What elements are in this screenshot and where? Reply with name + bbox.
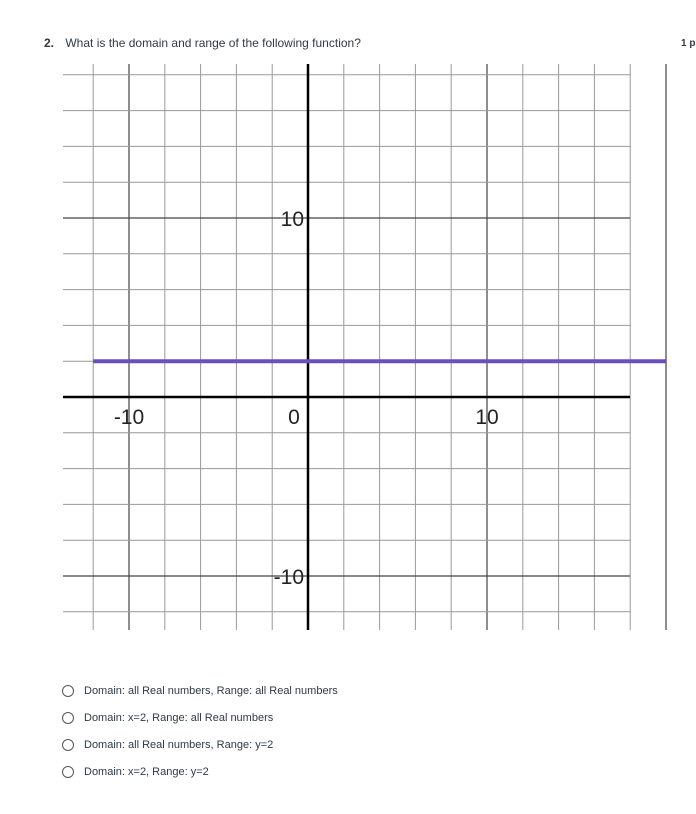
x-tick-label: -10 <box>113 406 145 429</box>
radio-button[interactable] <box>62 739 74 751</box>
answer-option[interactable] <box>62 677 338 704</box>
answer-option-label: Domain: all Real numbers, Range: y=2 <box>84 738 274 751</box>
x-tick-label: 0 <box>288 406 300 429</box>
answer-option-label: Domain: x=2, Range: all Real numbers <box>84 711 274 724</box>
question-number: 2. <box>44 36 55 50</box>
answer-option[interactable] <box>62 758 338 785</box>
answer-option-label: Domain: x=2, Range: y=2 <box>84 765 209 778</box>
answer-option-label: Domain: all Real numbers, Range: all Real numbers <box>84 684 338 697</box>
question-text: What is the domain and range of the following function? <box>65 36 361 50</box>
points-label: 1 p <box>681 38 696 49</box>
answer-options <box>62 677 338 785</box>
answer-option[interactable] <box>62 704 338 731</box>
y-tick-label: 10 <box>280 208 304 231</box>
radio-button[interactable] <box>62 712 74 724</box>
answer-option[interactable] <box>62 731 338 758</box>
y-tick-label: -10 <box>273 566 304 589</box>
radio-button[interactable] <box>62 685 74 697</box>
radio-button[interactable] <box>62 766 74 778</box>
x-tick-label: 10 <box>475 406 499 429</box>
